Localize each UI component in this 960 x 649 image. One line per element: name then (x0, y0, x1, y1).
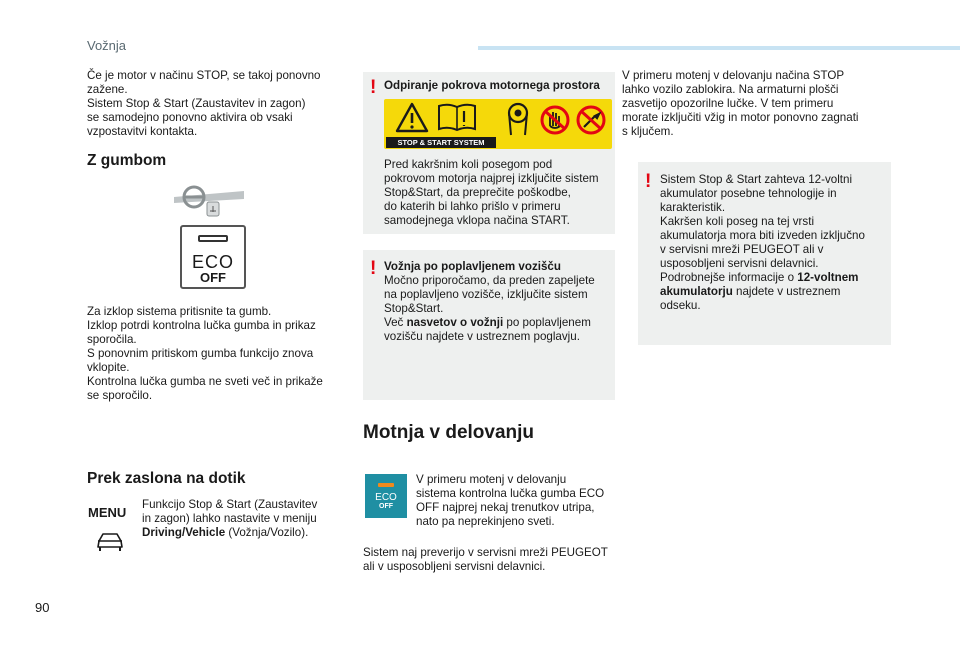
battery-text-a: Sistem Stop & Start zahteva 12-voltni akumulator posebne tehnologije in karakteristik. Kakršen koli poseg na tej vrsti akumulatorja mora biti izveden izključno v servisni mreži PEUGEOT ali v usposobljeni servisni delavnici. Podrobnejše informacije o (660, 173, 865, 284)
warning-mark: ! (645, 171, 652, 192)
heading-touchscreen: Prek zaslona na dotik (87, 470, 246, 487)
sticker-label: STOP & START SYSTEM (386, 137, 496, 148)
touchscreen-text (142, 498, 352, 540)
heading-button: Z gumbom (87, 152, 167, 169)
button-instructions: Za izklop sistema pritisnite ta gumb. Izklop potrdi kontrolna lučka gumba in prikaz sporočila. S ponovnim pritiskom gumba funkcijo znova vklopite. Kontrolna lučka gumba ne sveti več in prikaže se sporočilo. (87, 305, 323, 402)
flooded-text (384, 274, 612, 344)
intro-text: Če je motor v načinu STOP, se takoj ponovno zažene. Sistem Stop & Start (Zaustavitev in zagon) se samodejno ponovno aktivira ob vsaki vzpostavitvi kontakta. (87, 69, 321, 138)
indicator-lamp (378, 483, 394, 487)
malfunction-text: V primeru motenj v delovanju sistema kontrolna lučka gumba ECO OFF najprej nekaj trenutkov utripa, nato pa neprekinjeno sveti. (416, 473, 605, 528)
eco-off-button[interactable] (180, 225, 246, 289)
battery-text (660, 173, 888, 313)
menu-driving: Driving (142, 526, 182, 539)
flooded-text-b: po poplavljenem vozišču najdete v ustreznem poglavju. (384, 316, 591, 343)
warning-triangle-icon (394, 101, 430, 134)
section-title: Vožnja (87, 38, 127, 53)
off-label: OFF (379, 503, 393, 510)
bonnet-title: Odpiranje pokrova motornega prostora (384, 79, 600, 92)
flooded-title: Vožnja po poplavljenem vozišču (384, 260, 561, 273)
indicator-lamp (198, 235, 228, 242)
stop-mode-text: V primeru motenj v delovanju načina STOP lahko vozilo zablokira. Na armaturni plošči zasvetijo opozorilne lučke. V tem primeru morate izključiti vžig in motor ponovno zagnati s ključem. (622, 69, 859, 138)
menu-label: MENU (88, 505, 127, 520)
eco-label: ECO (375, 492, 397, 503)
touch-text-a: Funkcijo Stop & Start (Zaustavitev in zagon) lahko nastavite v meniju (142, 498, 318, 525)
page-number: 90 (35, 600, 50, 615)
manual-book-icon (436, 102, 478, 132)
header-bar (478, 46, 960, 50)
touch-text-b: (Vožnja/Vozilo). (225, 526, 309, 539)
car-icon (95, 531, 125, 553)
flooded-text-a: Močno priporočamo, da preden zapeljete na poplavljeno vozišče, izključite sistem Stop&Start. Več (384, 274, 595, 329)
driving-advice-link: nasvetov o vožnji (406, 316, 504, 329)
warning-mark: ! (370, 258, 377, 279)
battery-text-b: najdete v ustreznem odseku. (660, 285, 841, 312)
warning-mark: ! (370, 77, 377, 98)
fan-belt-icon (503, 101, 533, 137)
no-hand-icon (539, 104, 571, 136)
eco-off-lamp-icon (365, 474, 407, 518)
battery-section-link: 12-voltnem akumulatorju (660, 271, 859, 298)
no-tool-icon (575, 104, 607, 136)
off-label: OFF (200, 270, 226, 285)
bonnet-text: Pred kakršnim koli posegom pod pokrovom motorja najprej izključite sistem Stop&Start, da preprečite poškodbe, do katerih bi lahko prišlo v primeru samodejnega vklopa načina START. (384, 158, 599, 227)
menu-separator: / (181, 526, 186, 539)
menu-vehicle: Vehicle (185, 526, 226, 539)
malfunction-service-text: Sistem naj preverijo v servisni mreži PEUGEOT ali v usposobljeni servisni delavnici. (363, 546, 608, 573)
dashboard-icon (168, 185, 250, 221)
heading-malfunction: Motnja v delovanju (363, 422, 535, 443)
eco-label: ECO (191, 252, 234, 272)
